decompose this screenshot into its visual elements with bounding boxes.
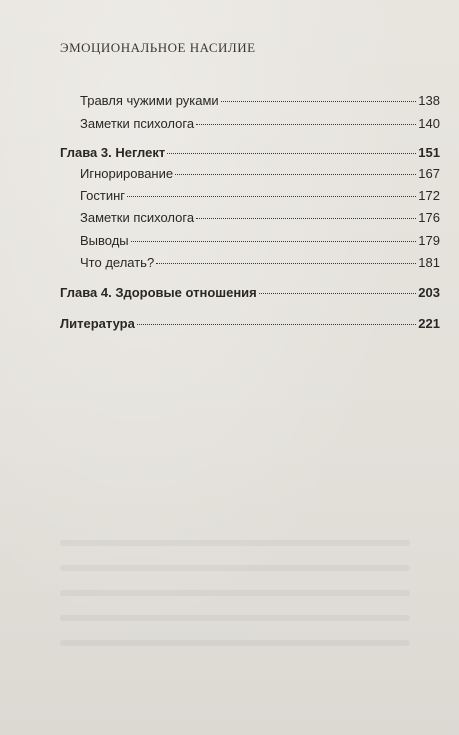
- dot-leader: [259, 293, 417, 294]
- toc-page-number: 167: [418, 166, 440, 181]
- bleed-through-line: [60, 540, 410, 546]
- running-head: ЭМОЦИОНАЛЬНОЕ НАСИЛИЕ: [60, 40, 256, 55]
- bleed-through-line: [60, 640, 410, 646]
- bleed-through-line: [60, 590, 410, 596]
- toc-chapter-entry: [60, 316, 440, 332]
- dot-leader: [127, 196, 416, 197]
- toc-chapter-entry: [60, 285, 440, 301]
- bleed-through-line: [60, 615, 410, 621]
- dot-leader: [196, 124, 416, 125]
- toc-entry-label: Глава 4. Здоровые отношения: [60, 285, 257, 300]
- toc-page-number: 179: [418, 233, 440, 248]
- toc-entry-label: Выводы: [80, 233, 129, 248]
- toc-entry: [80, 116, 440, 132]
- toc-page-number: 221: [418, 316, 440, 331]
- toc-page-number: 151: [418, 145, 440, 160]
- toc-entry-label: Глава 3. Неглект: [60, 145, 166, 160]
- toc-entry: [80, 188, 440, 204]
- toc-entry: [80, 233, 440, 249]
- toc-entry-label: Заметки психолога: [80, 210, 195, 225]
- dot-leader: [137, 324, 416, 325]
- toc-chapter-entry: [60, 145, 440, 161]
- toc-page-number: 181: [418, 255, 440, 270]
- toc-page-number: 138: [418, 93, 440, 108]
- toc-entry-label: Что делать?: [80, 255, 155, 270]
- dot-leader: [196, 218, 416, 219]
- toc-page-number: 203: [418, 285, 440, 300]
- toc-page-number: 176: [418, 210, 440, 225]
- dot-leader: [221, 101, 417, 102]
- toc-entry: [80, 166, 440, 182]
- toc-entry-label: Заметки психолога: [80, 116, 195, 131]
- toc-entry-label: Игнорирование: [80, 166, 174, 181]
- toc-page-number: 172: [418, 188, 440, 203]
- dot-leader: [175, 174, 416, 175]
- dot-leader: [167, 153, 416, 154]
- bleed-through-line: [60, 565, 410, 571]
- toc-page-number: 140: [418, 116, 440, 131]
- toc-entry: [80, 255, 440, 271]
- toc-entry: [80, 210, 440, 226]
- toc-entry: [80, 93, 440, 109]
- toc-entry-label: Травля чужими руками: [80, 93, 219, 108]
- toc-entry-label: Литература: [60, 316, 135, 331]
- dot-leader: [156, 263, 416, 264]
- dot-leader: [131, 241, 417, 242]
- toc-entry-label: Гостинг: [80, 188, 126, 203]
